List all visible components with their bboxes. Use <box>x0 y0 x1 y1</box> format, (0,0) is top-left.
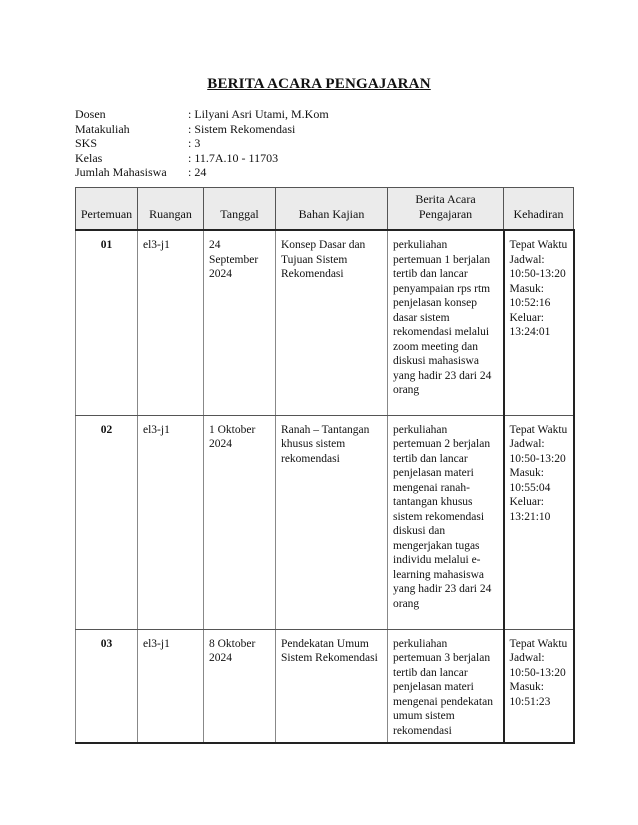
info-value: : 3 <box>188 136 201 150</box>
header-pertemuan: Pertemuan <box>76 188 138 231</box>
info-row-jumlah-mahasiswa <box>75 165 329 180</box>
header-tanggal: Tanggal <box>204 188 276 231</box>
info-value: : 11.7A.10 - 11703 <box>188 150 279 165</box>
cell-ruangan: el3-j1 <box>138 415 204 629</box>
info-value: : 24 <box>188 165 207 179</box>
cell-bahan-kajian: Pendekatan Umum Sistem Rekomendasi <box>276 629 388 743</box>
info-label: SKS <box>75 136 98 150</box>
cell-ruangan: el3-j1 <box>138 629 204 743</box>
info-label: Jumlah Mahasiswa <box>75 165 167 179</box>
cell-kehadiran: Tepat Waktu Jadwal: 10:50-13:20 Masuk: 10:51:23 <box>504 629 574 743</box>
info-value: : Sistem Rekomendasi <box>188 121 296 136</box>
table-header-row <box>76 188 574 231</box>
cell-bahan-kajian: Ranah – Tantangan khusus sistem rekomendasi <box>276 415 388 629</box>
cell-berita-acara: perkuliahan pertemuan 1 berjalan tertib dan lancar penyampaian rps rtm penjelasan konsep dasar sistem rekomendasi melalui zoom meeting dan diskusi mahasiswa yang hadir 23 dari 24 orang <box>388 230 504 415</box>
cell-pertemuan: 01 <box>76 230 138 415</box>
cell-pertemuan: 03 <box>76 629 138 743</box>
cell-berita-acara: perkuliahan pertemuan 2 berjalan tertib dan lancar penjelasan materi mengenai ranah-tantangan khusus sistem rekomendasi diskusi dan mengerjakan tugas individu melalui e-learning mahasiswa yang hadir 23 dari 24 orang <box>388 415 504 629</box>
cell-pertemuan: 02 <box>76 415 138 629</box>
document-title: BERITA ACARA PENGAJARAN <box>207 76 431 92</box>
table-row <box>76 629 574 743</box>
info-label: Dosen <box>75 107 106 121</box>
cell-tanggal: 1 Oktober 2024 <box>204 415 276 629</box>
info-label: Matakuliah <box>75 121 130 136</box>
teaching-record-table <box>75 187 575 744</box>
cell-kehadiran: Tepat Waktu Jadwal: 10:50-13:20 Masuk: 10:55:04 Keluar: 13:21:10 <box>504 415 574 629</box>
info-row-kelas <box>75 151 329 166</box>
info-label: Kelas <box>75 150 103 165</box>
cell-ruangan: el3-j1 <box>138 230 204 415</box>
info-row-matakuliah <box>75 122 329 137</box>
cell-tanggal: 8 Oktober 2024 <box>204 629 276 743</box>
lecture-info <box>75 107 329 180</box>
table-row <box>76 230 574 415</box>
header-ruangan: Ruangan <box>138 188 204 231</box>
header-bahan-kajian: Bahan Kajian <box>276 188 388 231</box>
info-row-dosen <box>75 107 329 122</box>
cell-tanggal: 24 September 2024 <box>204 230 276 415</box>
table-row <box>76 415 574 629</box>
info-value: : Lilyani Asri Utami, M.Kom <box>188 107 329 121</box>
header-kehadiran: Kehadiran <box>504 188 574 231</box>
cell-bahan-kajian: Konsep Dasar dan Tujuan Sistem Rekomendasi <box>276 230 388 415</box>
info-row-sks <box>75 136 329 151</box>
cell-kehadiran: Tepat Waktu Jadwal: 10:50-13:20 Masuk: 10:52:16 Keluar: 13:24:01 <box>504 230 574 415</box>
cell-berita-acara: perkuliahan pertemuan 3 berjalan tertib dan lancar penjelasan materi mengenai pendekatan umum sistem rekomendasi <box>388 629 504 743</box>
header-berita-acara: Berita Acara Pengajaran <box>388 188 504 231</box>
